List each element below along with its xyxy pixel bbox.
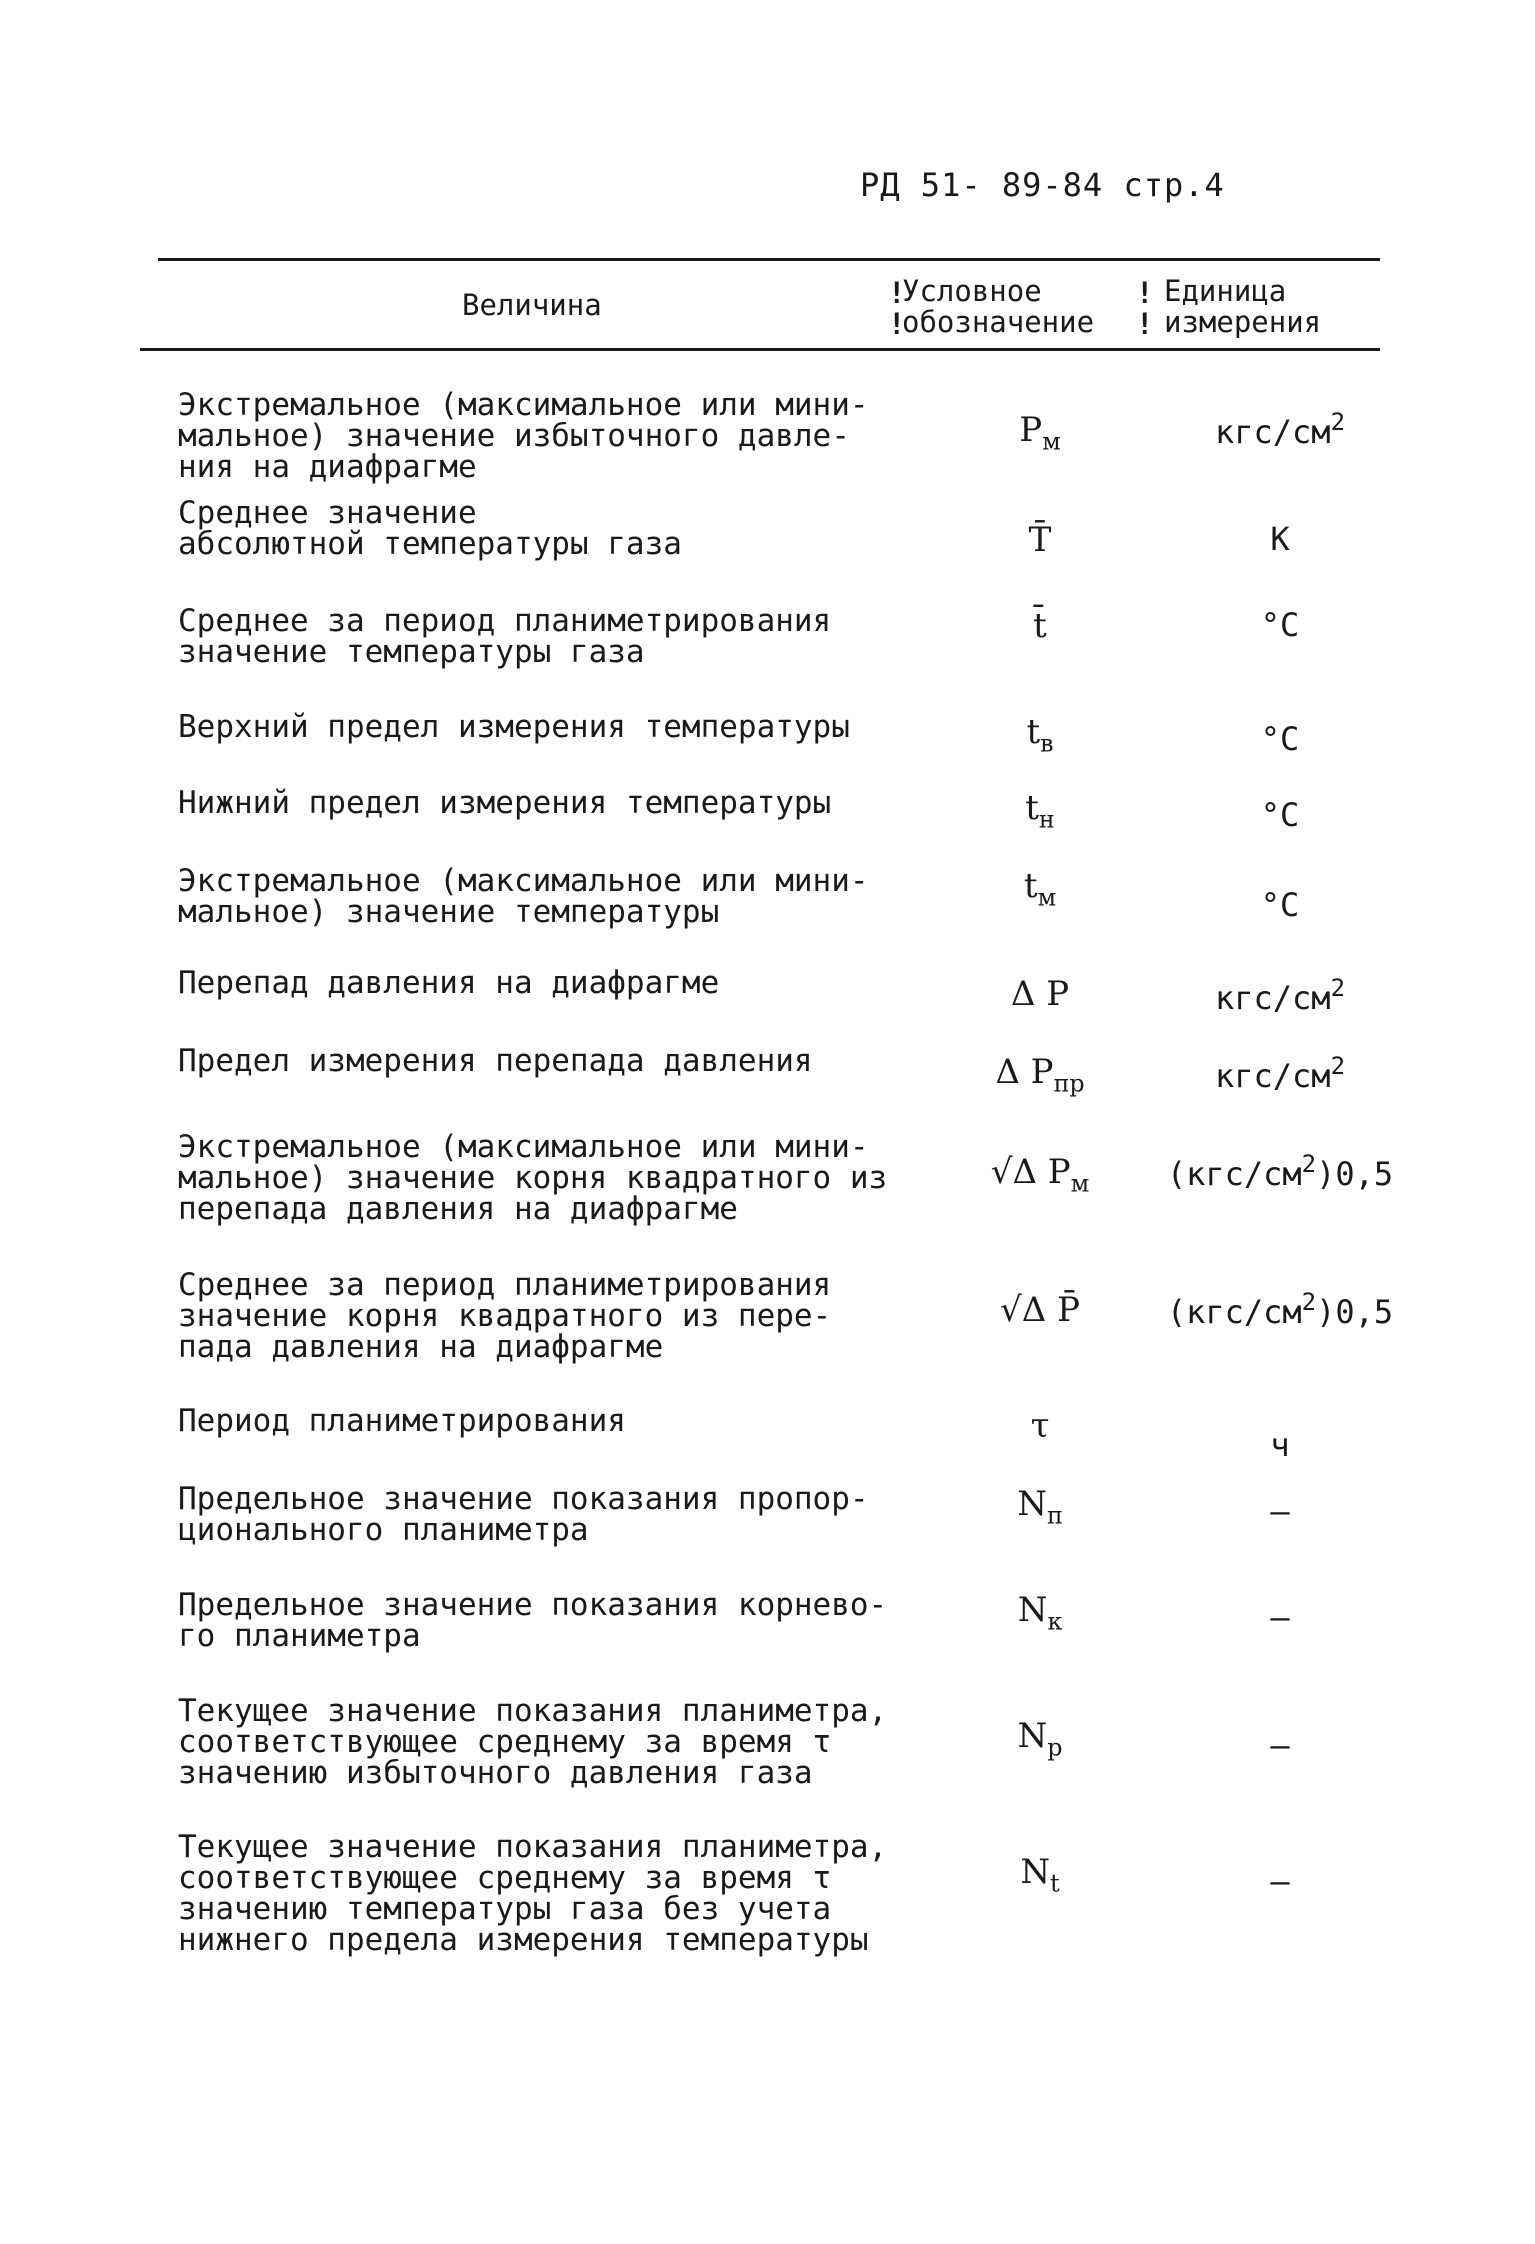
symbol-base: √Δ P — [990, 1152, 1071, 1192]
quantity-description: Предельное значение показания пропор- ционального планиметра — [178, 1481, 869, 1548]
unit-superscript: 2 — [1330, 974, 1346, 1002]
column-separator-mark: ! — [1136, 307, 1154, 341]
symbol-base: N — [1017, 1484, 1047, 1524]
quantity-description: Экстремальное (максимальное или мини- мальное) значение избыточного давле- ния на диафрагме — [178, 387, 869, 485]
quantity-description: Экстремальное (максимальное или мини- мальное) значение температуры — [178, 863, 869, 930]
quantity-description: Период планиметрирования — [178, 1403, 626, 1439]
symbol-subscript: п — [1046, 1501, 1063, 1530]
symbol-base: N — [1017, 1716, 1048, 1756]
unit-of-measure — [1150, 1726, 1410, 1764]
unit-of-measure — [1150, 606, 1410, 644]
quantity-description: Верхний предел измерения температуры — [178, 709, 850, 745]
unit-base: °C — [1260, 720, 1300, 758]
unit-base: °C — [1260, 606, 1300, 644]
unit-base: (кгс/см — [1166, 1293, 1302, 1332]
unit-base: кгс/см — [1214, 413, 1331, 452]
quantity-symbol — [930, 410, 1150, 455]
symbol-subscript: н — [1038, 805, 1055, 834]
unit-of-measure — [1150, 520, 1410, 558]
quantity-description: Перепад давления на диафрагме — [178, 965, 720, 1001]
quantity-symbol — [930, 1716, 1150, 1761]
unit-base: ч — [1270, 1426, 1290, 1464]
unit-superscript: 2 — [1301, 1150, 1317, 1178]
unit-of-measure — [1150, 1426, 1410, 1464]
unit-base: (кгс/см — [1166, 1155, 1302, 1194]
symbol-base: N — [1017, 1590, 1048, 1630]
quantity-description: Среднее значение абсолютной температуры газа — [178, 495, 682, 562]
symbol-base: t — [1023, 866, 1038, 906]
unit-of-measure — [1150, 1598, 1410, 1636]
table-header-rule — [140, 348, 1380, 351]
unit-base: – — [1270, 1726, 1290, 1764]
quantity-description: Нижний предел измерения температуры — [178, 785, 832, 821]
unit-of-measure — [1150, 1862, 1410, 1900]
symbol-subscript: м — [1042, 427, 1061, 456]
symbol-subscript: t — [1050, 1869, 1060, 1898]
unit-base: – — [1270, 1862, 1290, 1900]
unit-of-measure — [1150, 1150, 1410, 1193]
symbol-base: Δ P — [995, 1052, 1054, 1092]
symbol-base: Δ P — [1010, 974, 1070, 1014]
page-header: РД 51- 89-84 стр.4 — [860, 166, 1225, 204]
symbol-subscript: м — [1037, 883, 1057, 912]
unit-of-measure — [1150, 796, 1410, 834]
unit-of-measure — [1150, 720, 1410, 758]
quantity-symbol — [930, 1484, 1150, 1529]
quantity-symbol — [930, 1852, 1150, 1897]
column-separator-mark: ! — [888, 307, 906, 341]
quantity-symbol — [930, 606, 1150, 646]
quantity-symbol — [930, 1152, 1150, 1197]
unit-base: К — [1270, 520, 1290, 558]
symbol-subscript: в — [1040, 729, 1054, 758]
unit-of-measure — [1150, 408, 1410, 451]
quantity-symbol — [930, 1290, 1150, 1330]
unit-base: °C — [1260, 886, 1300, 924]
symbol-base: t — [1025, 788, 1039, 828]
quantity-description: Среднее за период планиметрирования значение корня квадратного из пере- пада давления на диафрагме — [178, 1267, 832, 1365]
quantity-symbol — [930, 520, 1150, 560]
unit-superscript: 2 — [1301, 1288, 1317, 1316]
unit-of-measure — [1150, 1492, 1410, 1530]
symbol-subscript: к — [1047, 1607, 1063, 1636]
symbol-base: T̄ — [1028, 520, 1052, 560]
quantity-symbol — [930, 1406, 1150, 1446]
symbol-subscript: м — [1070, 1169, 1090, 1198]
column-header-quantity: Величина — [462, 288, 602, 322]
quantity-description: Текущее значение показания планиметра, соответствующее среднему за время τ значению избыточного давления газа — [178, 1693, 888, 1791]
quantity-symbol — [930, 974, 1150, 1014]
symbol-subscript: p — [1047, 1733, 1063, 1762]
unit-of-measure — [1150, 1052, 1410, 1095]
symbol-base: t — [1026, 712, 1041, 752]
unit-base: – — [1270, 1492, 1290, 1530]
symbol-subscript: пр — [1053, 1069, 1085, 1098]
unit-of-measure — [1150, 1288, 1410, 1331]
quantity-symbol — [930, 1052, 1150, 1097]
unit-exponent: )0,5 — [1316, 1293, 1394, 1332]
quantity-description: Экстремальное (максимальное или мини- мальное) значение корня квадратного из перепада давления на диафрагме — [178, 1129, 888, 1227]
unit-superscript: 2 — [1330, 1052, 1346, 1080]
quantity-description: Предел измерения перепада давления — [178, 1043, 813, 1079]
unit-base: кгс/см — [1214, 1057, 1331, 1096]
column-header-unit: Единица измерения — [1164, 274, 1322, 339]
quantity-symbol — [930, 788, 1150, 833]
table-top-rule — [158, 258, 1380, 261]
quantity-description: Среднее за период планиметрирования значение температуры газа — [178, 603, 832, 670]
unit-base: кгс/см — [1214, 979, 1331, 1018]
unit-base: – — [1270, 1598, 1290, 1636]
column-header-symbol: Условное обозначение — [902, 274, 1095, 339]
unit-superscript: 2 — [1330, 408, 1346, 436]
symbol-base: P — [1019, 410, 1043, 450]
unit-base: °C — [1260, 796, 1300, 834]
quantity-symbol — [930, 1590, 1150, 1635]
quantity-description: Предельное значение показания корнево- го планиметра — [178, 1587, 888, 1654]
column-separator-mark: ! — [1136, 276, 1154, 310]
quantity-symbol — [930, 712, 1150, 757]
symbol-base: t̄ — [1033, 606, 1047, 646]
unit-of-measure — [1150, 974, 1410, 1017]
symbol-base: τ — [1030, 1406, 1050, 1446]
column-separator-mark: ! — [888, 276, 906, 310]
unit-exponent: )0,5 — [1316, 1155, 1394, 1194]
quantity-description: Текущее значение показания планиметра, соответствующее среднему за время τ значению температуры газа без учета нижнего предела измерения температуры — [178, 1829, 888, 1958]
symbol-base: √Δ P̄ — [1000, 1290, 1080, 1330]
symbol-base: N — [1020, 1852, 1051, 1892]
quantity-symbol — [930, 866, 1150, 911]
unit-of-measure — [1150, 886, 1410, 924]
